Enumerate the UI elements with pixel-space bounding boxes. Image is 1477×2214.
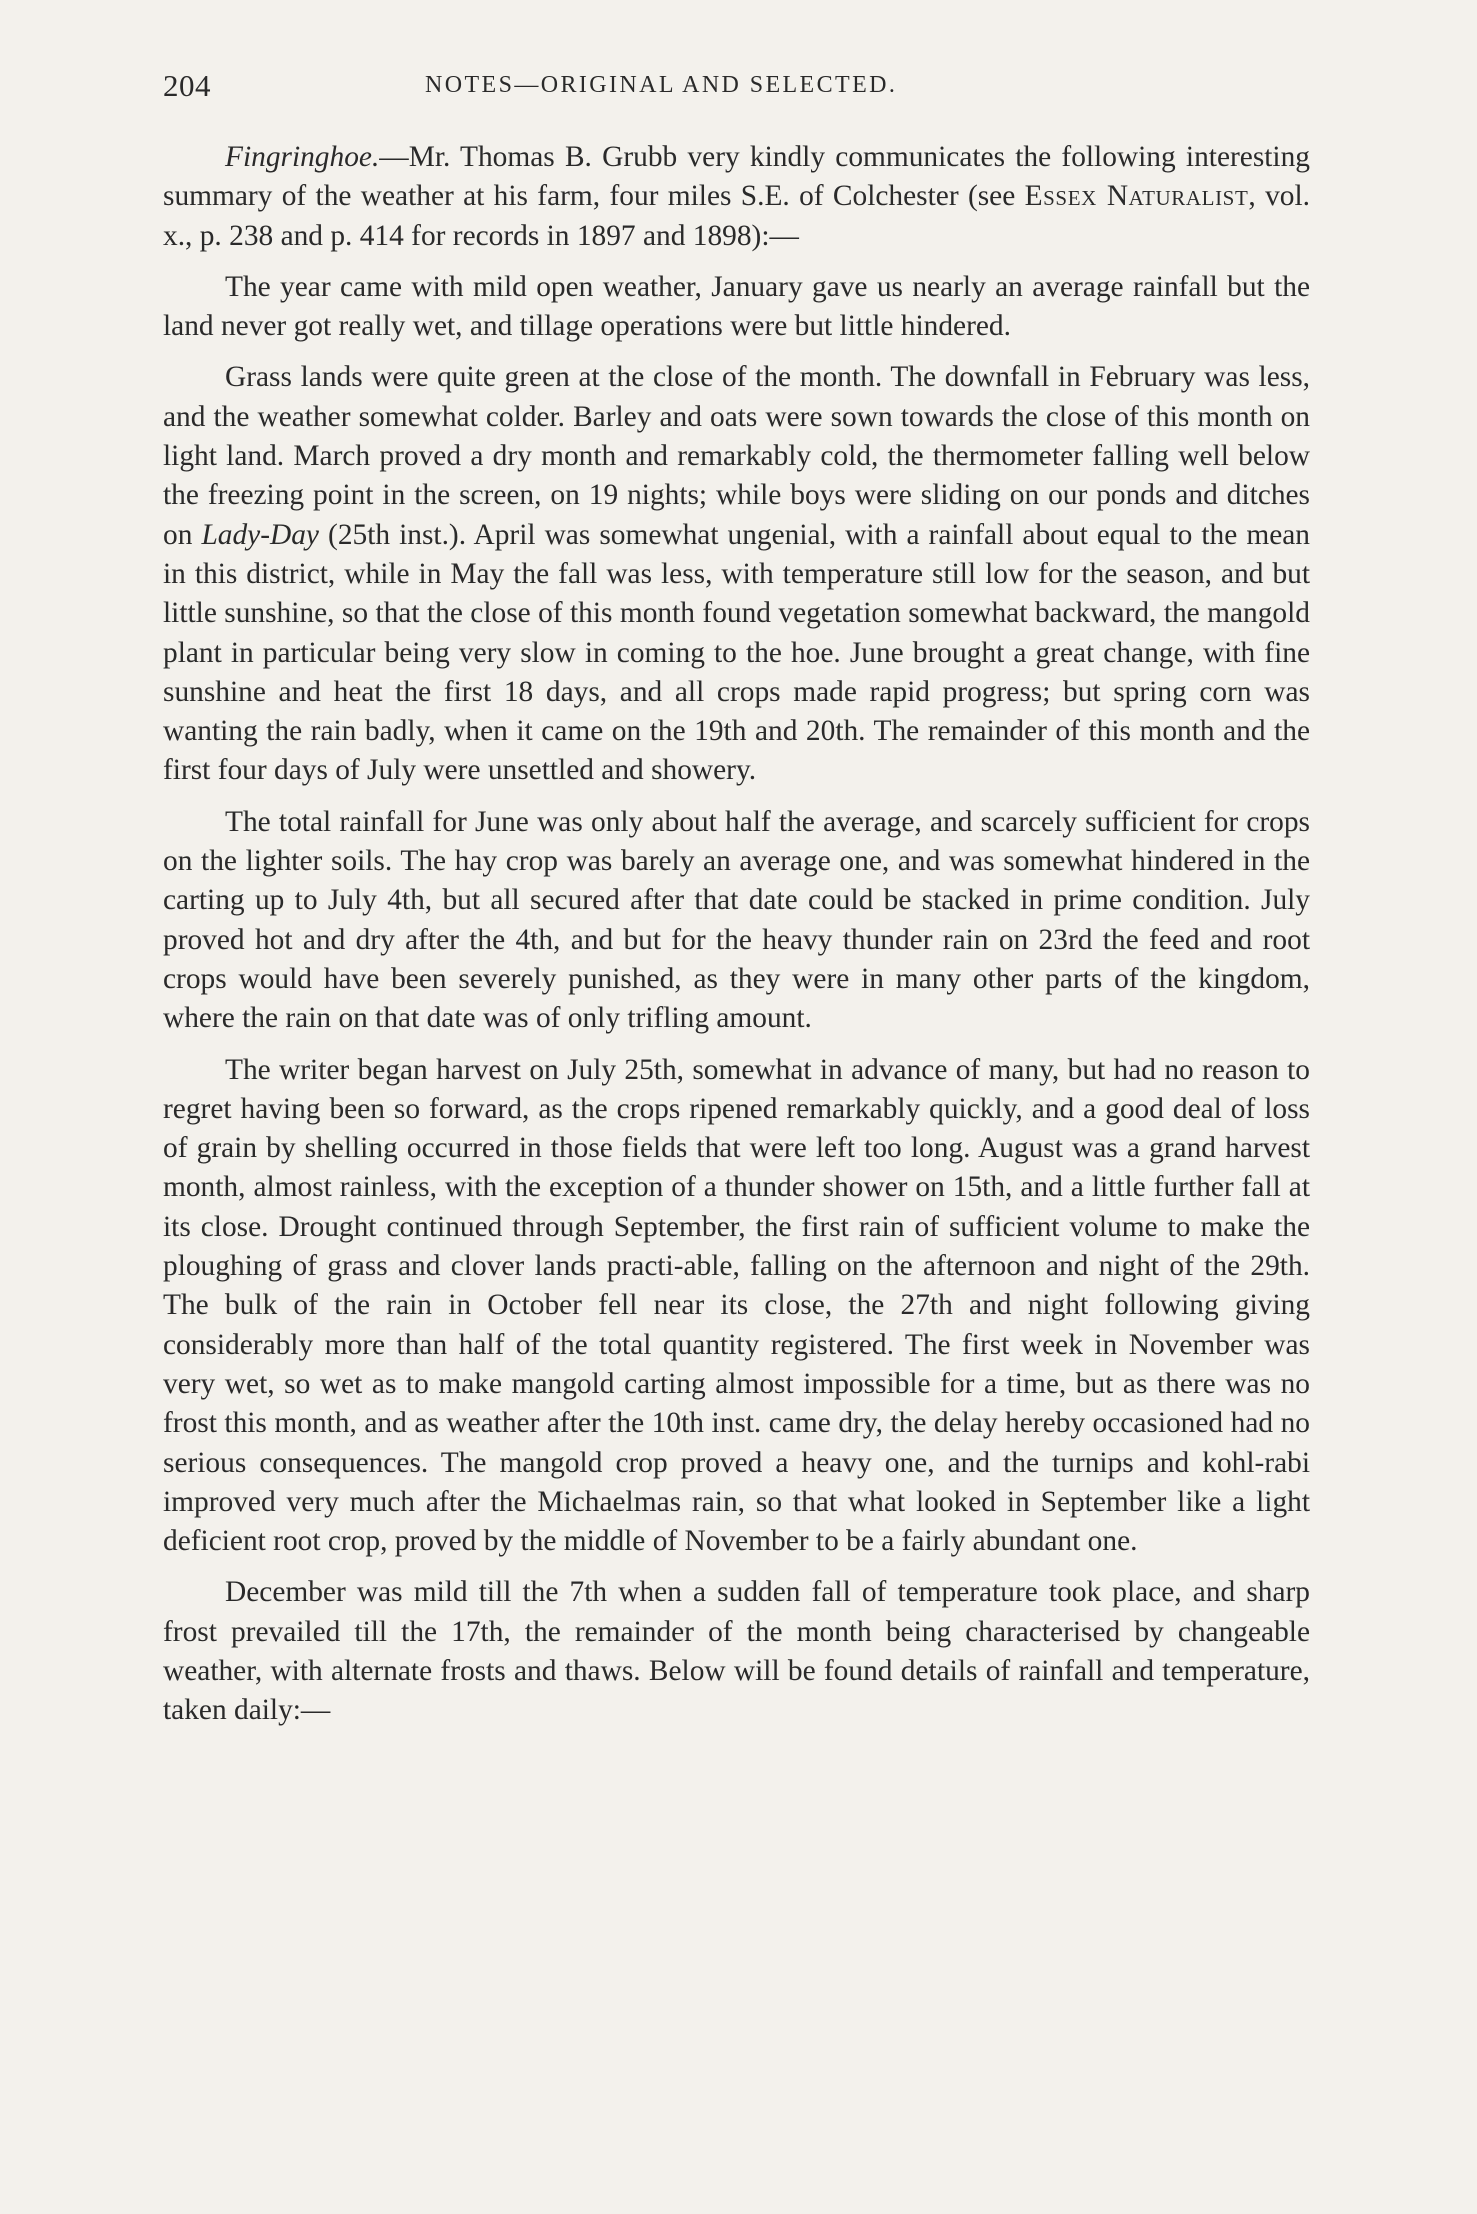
running-head xyxy=(163,68,1313,108)
paragraph-harvest: The writer began harvest on July 25th, somewhat in advance of many, but had no reason to regret having been so forward, as the crops ripened remarkably quickly, and a good deal of loss of grain by shelling occurred in those fields that were left too long. August was a grand harvest month, almost rainless, with the exception of a thunder shower on 15th, and a little further fall at its close. Drought continued through September, the first rain of sufficient volume to make the ploughing of grass and clover lands practi-able, falling on the afternoon and night of the 29th. The bulk of the rain in October fell near its close, the 27th and night following giving considerably more than half of the total quantity registered. The first week in November was very wet, so wet as to make mangold carting almost impossible for a time, but as there was no frost this month, and as weather after the 10th inst. came dry, the delay hereby occasioned had no serious consequences. The mangold crop proved a heavy one, and the turnips and kohl-rabi improved very much after the Michaelmas rain, so that what looked in September like a light deficient root crop, proved by the middle of November to be a fairly abundant one. xyxy=(163,1053,1310,1558)
article-body xyxy=(163,138,1310,1731)
paragraph-february-text: Grass lands were quite green at the close of the month. The downfall in February was less, and the weather somewhat colder. Barley and oats were sown towards the close of this month on light land. March proved a dry month and remarkably cold, the thermometer falling well below the freezing point in the screen, on 19 nights; while boys were sliding on our ponds and ditches on xyxy=(163,361,1310,551)
paragraph-february-june xyxy=(163,358,1310,790)
intro-text-before: —Mr. Thomas B. Grubb very kindly communicates the following interesting summary of the weather at his farm, four miles S.E. of Colchester (see xyxy=(163,141,1310,213)
running-title: NOTES—ORIGINAL AND SELECTED. xyxy=(425,72,898,98)
paragraph-june-july: The total rainfall for June was only about half the average, and scarcely sufficient for crops on the lighter soils. The hay crop was barely an average one, and was somewhat hindered in the carting up to July 4th, but all secured after that date could be stacked in prime condition. July proved hot and dry after the 4th, and but for the heavy thunder rain on 23rd the feed and root crops would have been severely punished, as they were in many other parts of the kingdom, where the rain on that date was of only trifling amount. xyxy=(163,805,1310,1035)
lady-day: Lady-Day xyxy=(201,518,319,551)
paragraph-december: December was mild till the 7th when a sudden fall of temperature took place, and sharp frost prevailed till the 17th, the remainder of the month being characterised by changeable weather, with alternate frosts and thaws. Below will be found details of rainfall and temperature, taken daily:— xyxy=(163,1576,1310,1727)
paragraph-january: The year came with mild open weather, January gave us nearly an average rainfall but the land never got really wet, and tillage operations were but little hindered. xyxy=(163,270,1310,343)
intro-paragraph xyxy=(163,138,1310,256)
intro-text-after: , vol. x., p. 238 and p. 414 for records in 1897 and 1898):— xyxy=(163,180,1310,252)
paragraph-april-june-text: (25th inst.). April was somewhat ungenial, with a rainfall about equal to the mean in this district, while in May the fall was less, with temperature still low for the season, and but little sunshine, so that the close of this month found vegetation somewhat backward, the mangold plant in particular being very slow in coming to the hoe. June brought a great change, with fine sunshine and heat the first 18 days, and all crops made rapid progress; but spring corn was wanting the rain badly, when it came on the 19th and 20th. The remainder of this month and the first four days of July were unsettled and showery. xyxy=(163,518,1310,787)
journal-title: Essex Naturalist xyxy=(1024,180,1249,213)
page-number: 204 xyxy=(163,68,211,103)
place-name: Fingringhoe. xyxy=(225,141,380,173)
